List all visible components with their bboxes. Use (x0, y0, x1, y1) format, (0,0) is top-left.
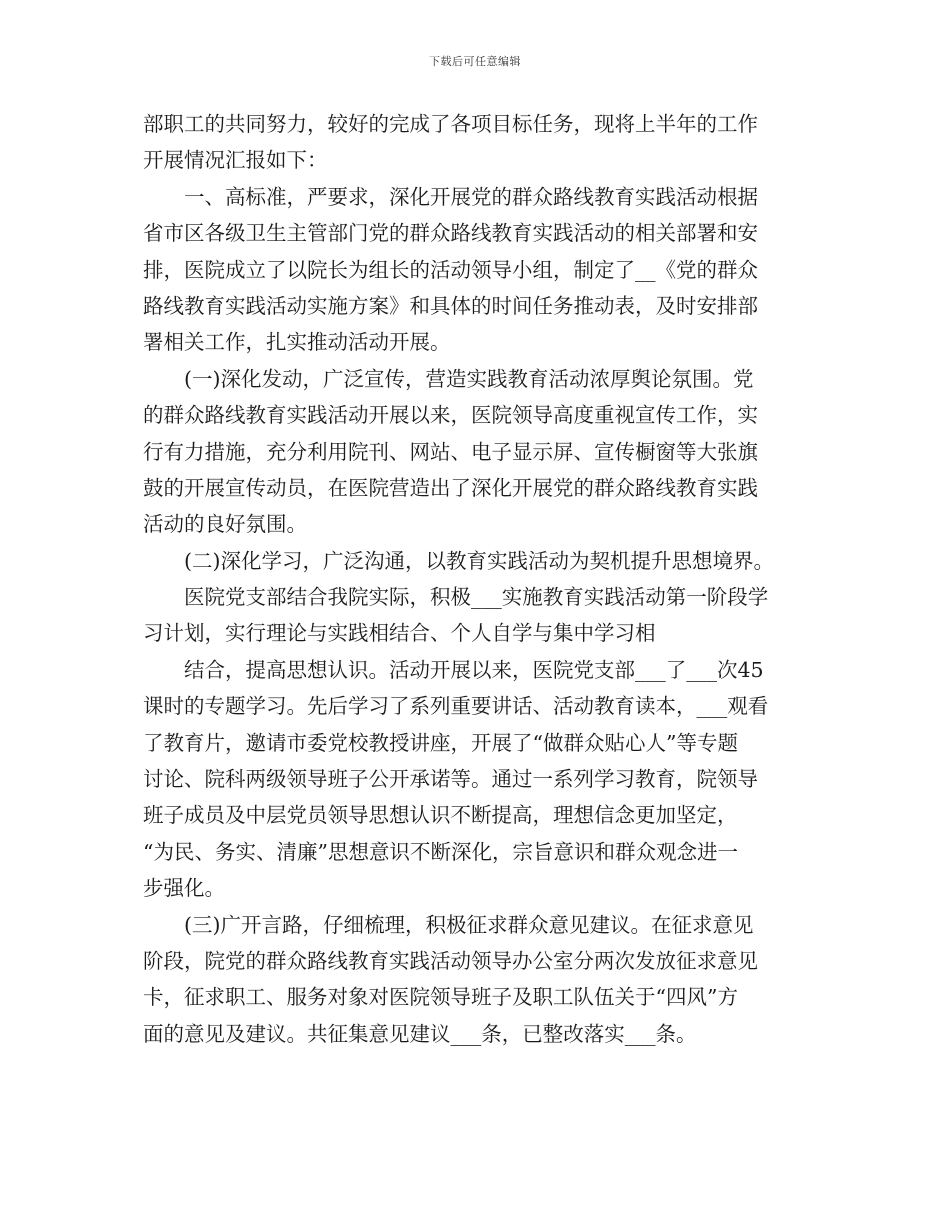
text-line: 阶段，院党的群众路线教育实践活动领导办公室分两次发放征求意见 (143, 948, 758, 973)
text-line: 结合，提高思想认识。活动开展以来，医院党支部___了___次45 (184, 657, 764, 682)
text-line: 班子成员及中层党员领导思想认识不断提高，理想信念更加坚定， (143, 803, 738, 828)
text-line: (二)深化学习，广泛沟通，以教育实践活动为契机提升思想境界。 (184, 548, 774, 573)
text-line: 路线教育实践活动实施方案》和具体的时间任务推动表，及时安排部 (143, 293, 758, 318)
text-line: 步强化。 (143, 876, 225, 901)
text-line: 了教育片，邀请市委党校教授讲座，开展了“做群众贴心人”等专题 (143, 730, 738, 755)
text-line: 行有力措施，充分利用院刊、网站、电子显示屏、宣传橱窗等大张旗 (143, 439, 758, 464)
text-line: 习计划，实行理论与实践相结合、个人自学与集中学习相 (143, 621, 656, 646)
text-line: 讨论、院科两级领导班子公开承诺等。通过一系列学习教育，院领导 (143, 767, 758, 792)
text-line: 卡，征求职工、服务对象对医院领导班子及职工队伍关于“四风”方 (143, 985, 738, 1010)
text-line: 的群众路线教育实践活动开展以来，医院领导高度重视宣传工作，实 (143, 403, 758, 428)
text-line: 面的意见及建议。共征集意见建议___条，已整改落实___条。 (143, 1021, 697, 1046)
text-line: 课时的专题学习。先后学习了系列重要讲话、活动教育读本，___观看 (143, 694, 769, 719)
text-line: 署相关工作，扎实推动活动开展。 (143, 330, 451, 355)
text-line: 省市区各级卫生主管部门党的群众路线教育实践活动的相关部署和安 (143, 221, 758, 246)
text-line: 部职工的共同努力，较好的完成了各项目标任务，现将上半年的工作 (143, 112, 758, 136)
text-line: (一)深化发动，广泛宣传，营造实践教育活动浓厚舆论氛围。党 (184, 366, 754, 391)
text-line: (三)广开言路，仔细梳理，积极征求群众意见建议。在征求意见 (184, 912, 754, 937)
text-line: 医院党支部结合我院实际，积极___实施教育实践活动第一阶段学 (184, 585, 769, 610)
text-line: 鼓的开展宣传动员，在医院营造出了深化开展党的群众路线教育实践 (143, 475, 758, 500)
text-line: 一、高标准，严要求，深化开展党的群众路线教育实践活动根据 (184, 184, 758, 209)
page-header: 下载后可任意编辑 (429, 55, 521, 68)
text-line: 开展情况汇报如下： (143, 148, 328, 173)
text-line: 活动的良好氛围。 (143, 512, 307, 537)
text-line: “为民、务实、清廉”思想意识不断深化，宗旨意识和群众观念进一 (143, 839, 738, 864)
text-line: 排，医院成立了以院长为组长的活动领导小组，制定了__《党的群众 (143, 257, 758, 282)
document-body (143, 106, 809, 1052)
